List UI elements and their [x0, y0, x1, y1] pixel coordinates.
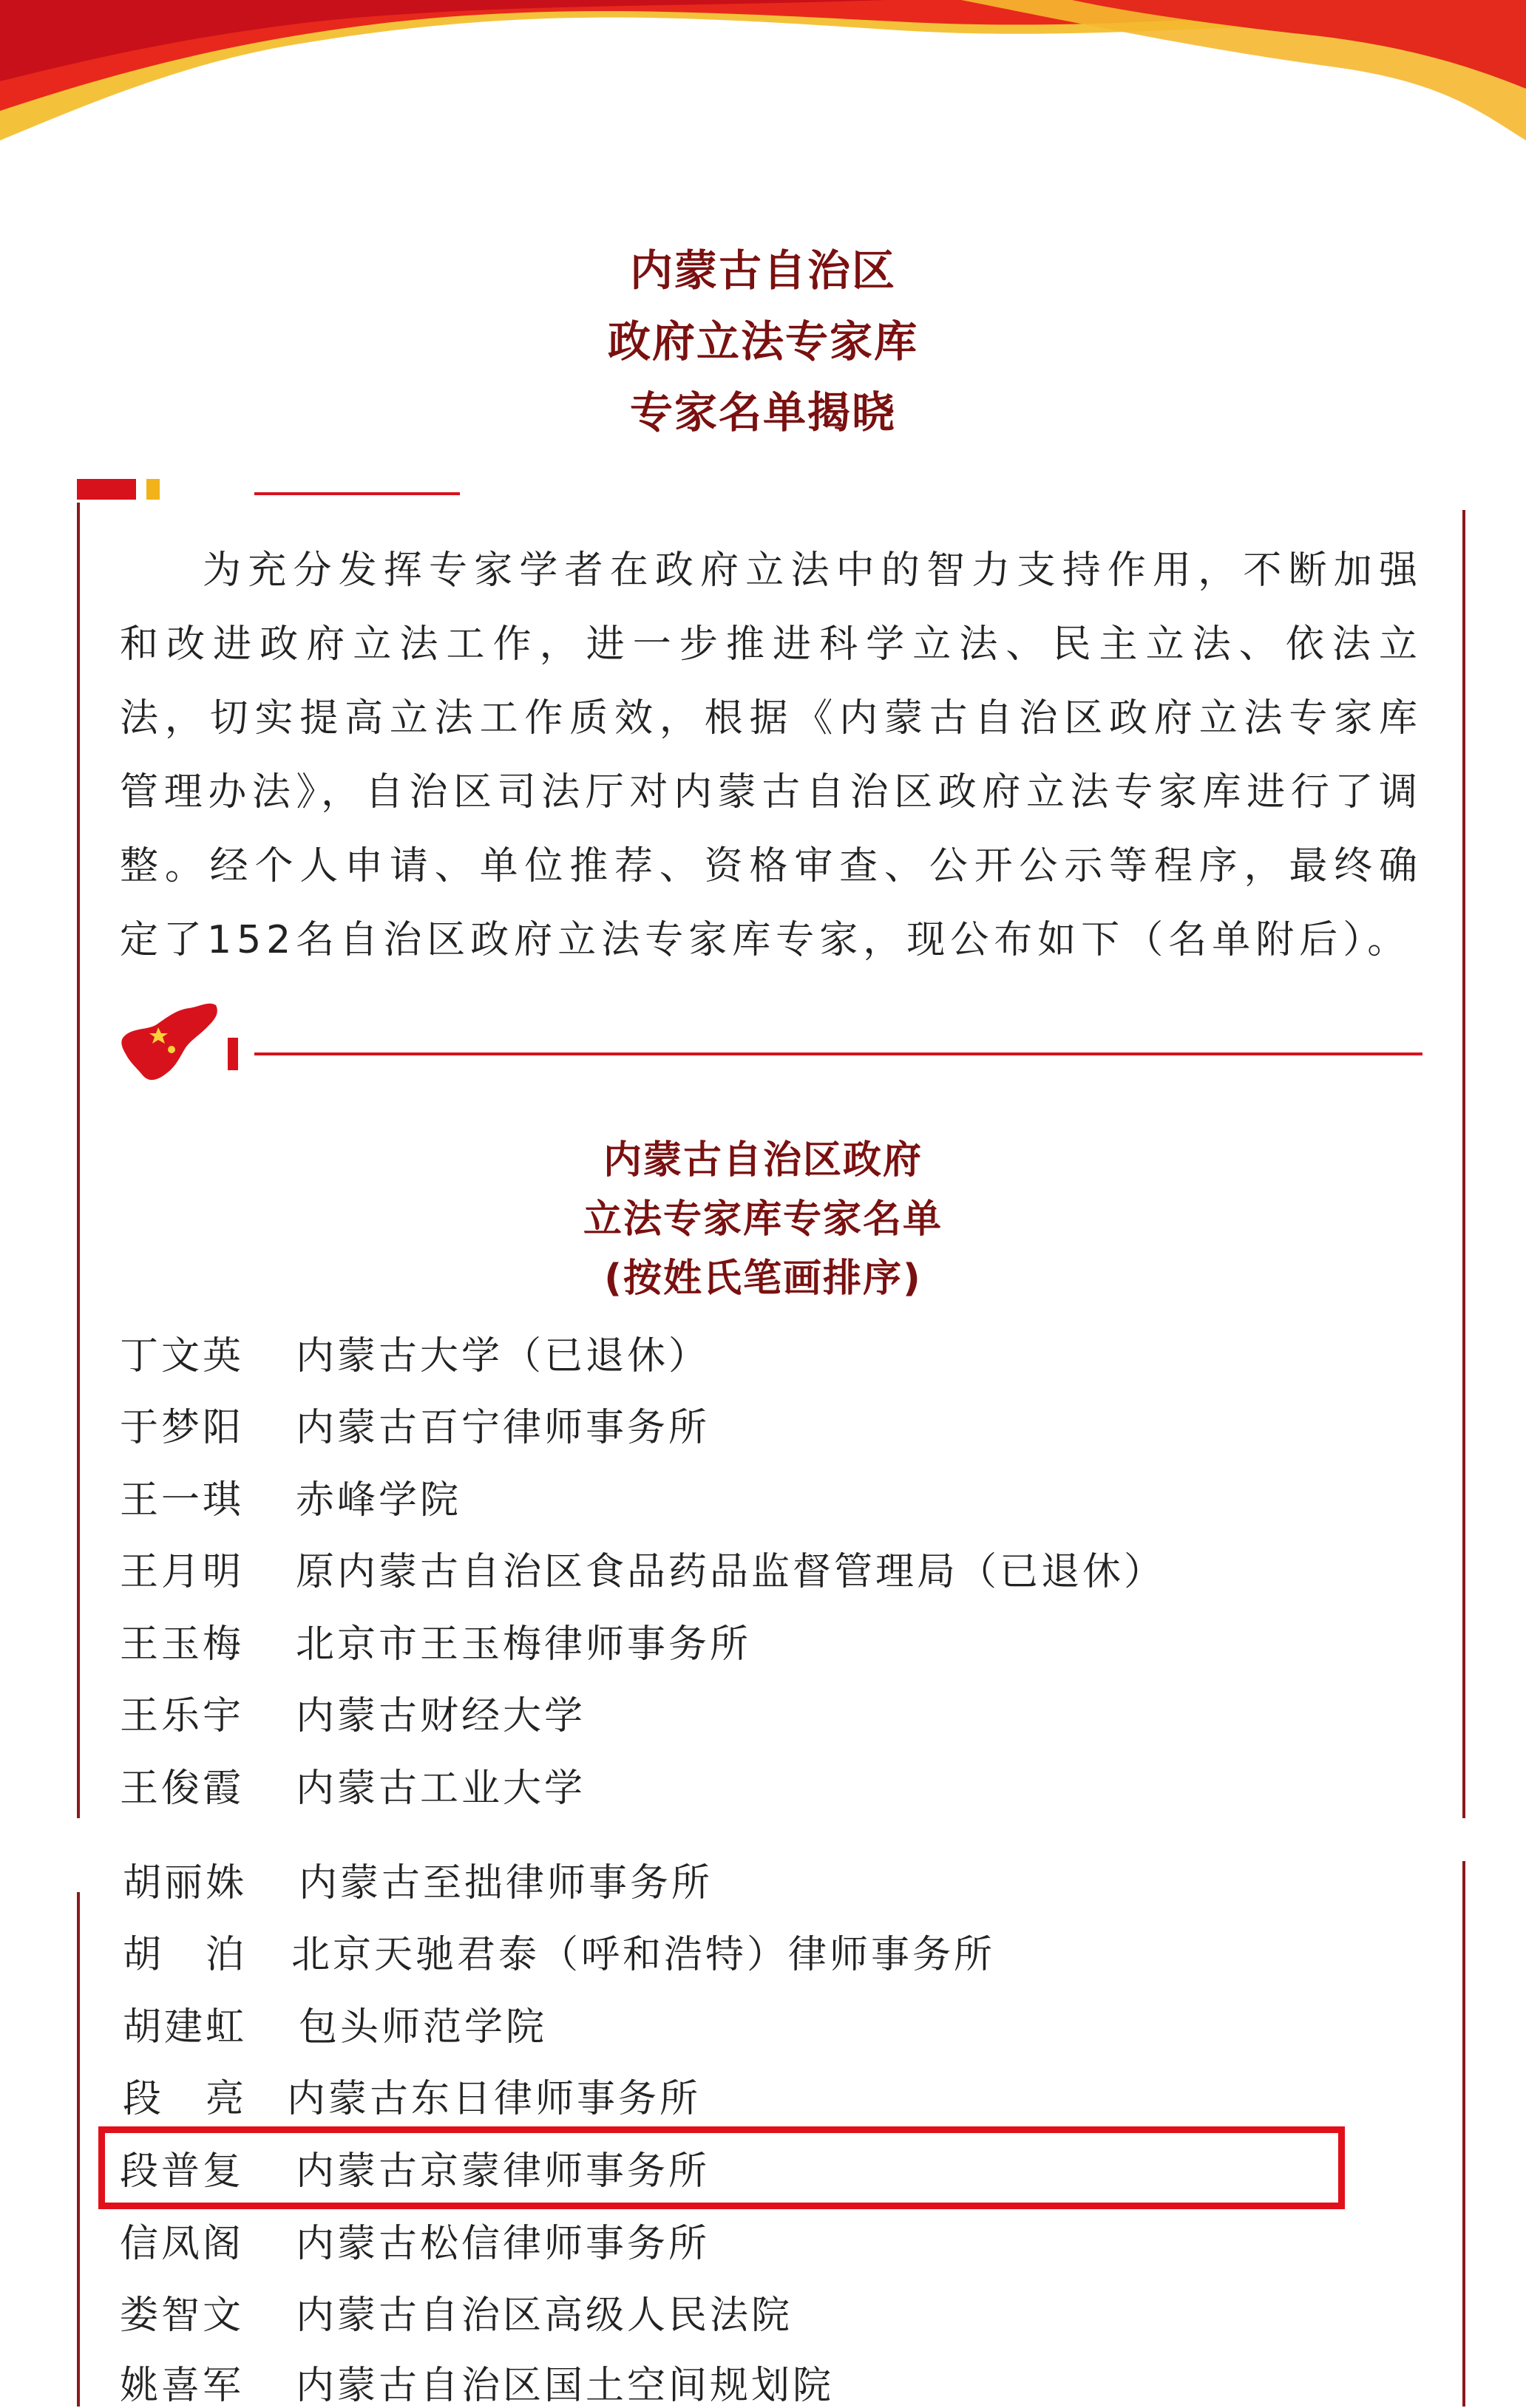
expert-org: 内蒙古京蒙律师事务所 — [296, 2149, 711, 2194]
expert-name: 胡 泊 — [123, 1933, 248, 1977]
expert-org: 内蒙古东日律师事务所 — [287, 2077, 702, 2121]
page-title — [0, 235, 1526, 448]
expert-org: 内蒙古至拙律师事务所 — [299, 1861, 713, 1905]
expert-org: 北京市王玉梅律师事务所 — [296, 1622, 752, 1667]
title-line-2: 政府立法专家库 — [607, 316, 918, 367]
expert-org: 内蒙古工业大学 — [296, 1766, 586, 1811]
expert-org: 内蒙古百宁律师事务所 — [296, 1406, 711, 1450]
expert-name: 段 亮 — [123, 2077, 248, 2121]
expert-org: 内蒙古自治区国土空间规划院 — [296, 2364, 835, 2408]
expert-org: 内蒙古松信律师事务所 — [296, 2222, 711, 2266]
expert-name: 胡丽姝 — [123, 1861, 248, 1905]
expert-org: 包头师范学院 — [299, 2005, 548, 2050]
list-title-line-3: (按姓氏笔画排序) — [604, 1256, 922, 1301]
list-title — [0, 1131, 1526, 1308]
expert-name: 王乐宇 — [120, 1694, 245, 1738]
right-border-bottom — [1462, 1861, 1465, 2407]
expert-name: 王一琪 — [120, 1478, 245, 1523]
map-divider-mark — [228, 1038, 238, 1070]
title-line-1: 内蒙古自治区 — [629, 245, 896, 296]
expert-name: 丁文英 — [120, 1334, 245, 1378]
banner-ribbon — [0, 0, 1526, 148]
expert-name: 胡建虹 — [123, 2005, 248, 2050]
expert-name: 姚喜军 — [120, 2364, 245, 2408]
tab-decoration-gold — [146, 479, 160, 500]
tab-decoration — [77, 479, 136, 500]
expert-name: 娄智文 — [120, 2293, 245, 2338]
title-line-3: 专家名单揭晓 — [629, 387, 896, 438]
highlight-box — [98, 2126, 1345, 2209]
list-title-line-2: 立法专家库专家名单 — [583, 1197, 943, 1242]
expert-name: 于梦阳 — [120, 1406, 245, 1450]
expert-org: 赤峰学院 — [296, 1478, 462, 1523]
list-title-line-1: 内蒙古自治区政府 — [603, 1138, 923, 1183]
expert-org: 内蒙古财经大学 — [296, 1694, 586, 1738]
expert-org: 内蒙古大学（已退休） — [296, 1334, 711, 1378]
expert-name: 王俊霞 — [120, 1766, 245, 1811]
inner-mongolia-map-icon — [118, 998, 222, 1086]
intro-paragraph: 为充分发挥专家学者在政府立法中的智力支持作用，不断加强和改进政府立法工作，进一步推进科学立法、民主立法、依法立法，切实提高立法工作质效，根据《内蒙古自治区政府立法专家库管理办法》，自治区司法厅对内蒙古自治区政府立法专家库进行了调整。经个人申请、单位推荐、资格审查、公开公示等程序，最终确定了152名自治区政府立法专家库专家，现公布如下（名单附后）。 — [120, 548, 1422, 962]
map-divider-line — [254, 1052, 1422, 1055]
expert-org: 内蒙古自治区高级人民法院 — [296, 2293, 793, 2338]
expert-name: 王玉梅 — [120, 1622, 245, 1667]
expert-name: 王月明 — [120, 1550, 245, 1594]
divider — [254, 492, 460, 495]
left-border-bottom — [77, 1892, 80, 2407]
expert-name: 信凤阁 — [120, 2222, 245, 2266]
expert-name: 段普复 — [120, 2149, 245, 2194]
expert-org: 原内蒙古自治区食品药品监督管理局（已退休） — [296, 1550, 1166, 1594]
expert-org: 北京天驰君泰（呼和浩特）律师事务所 — [291, 1933, 996, 1977]
